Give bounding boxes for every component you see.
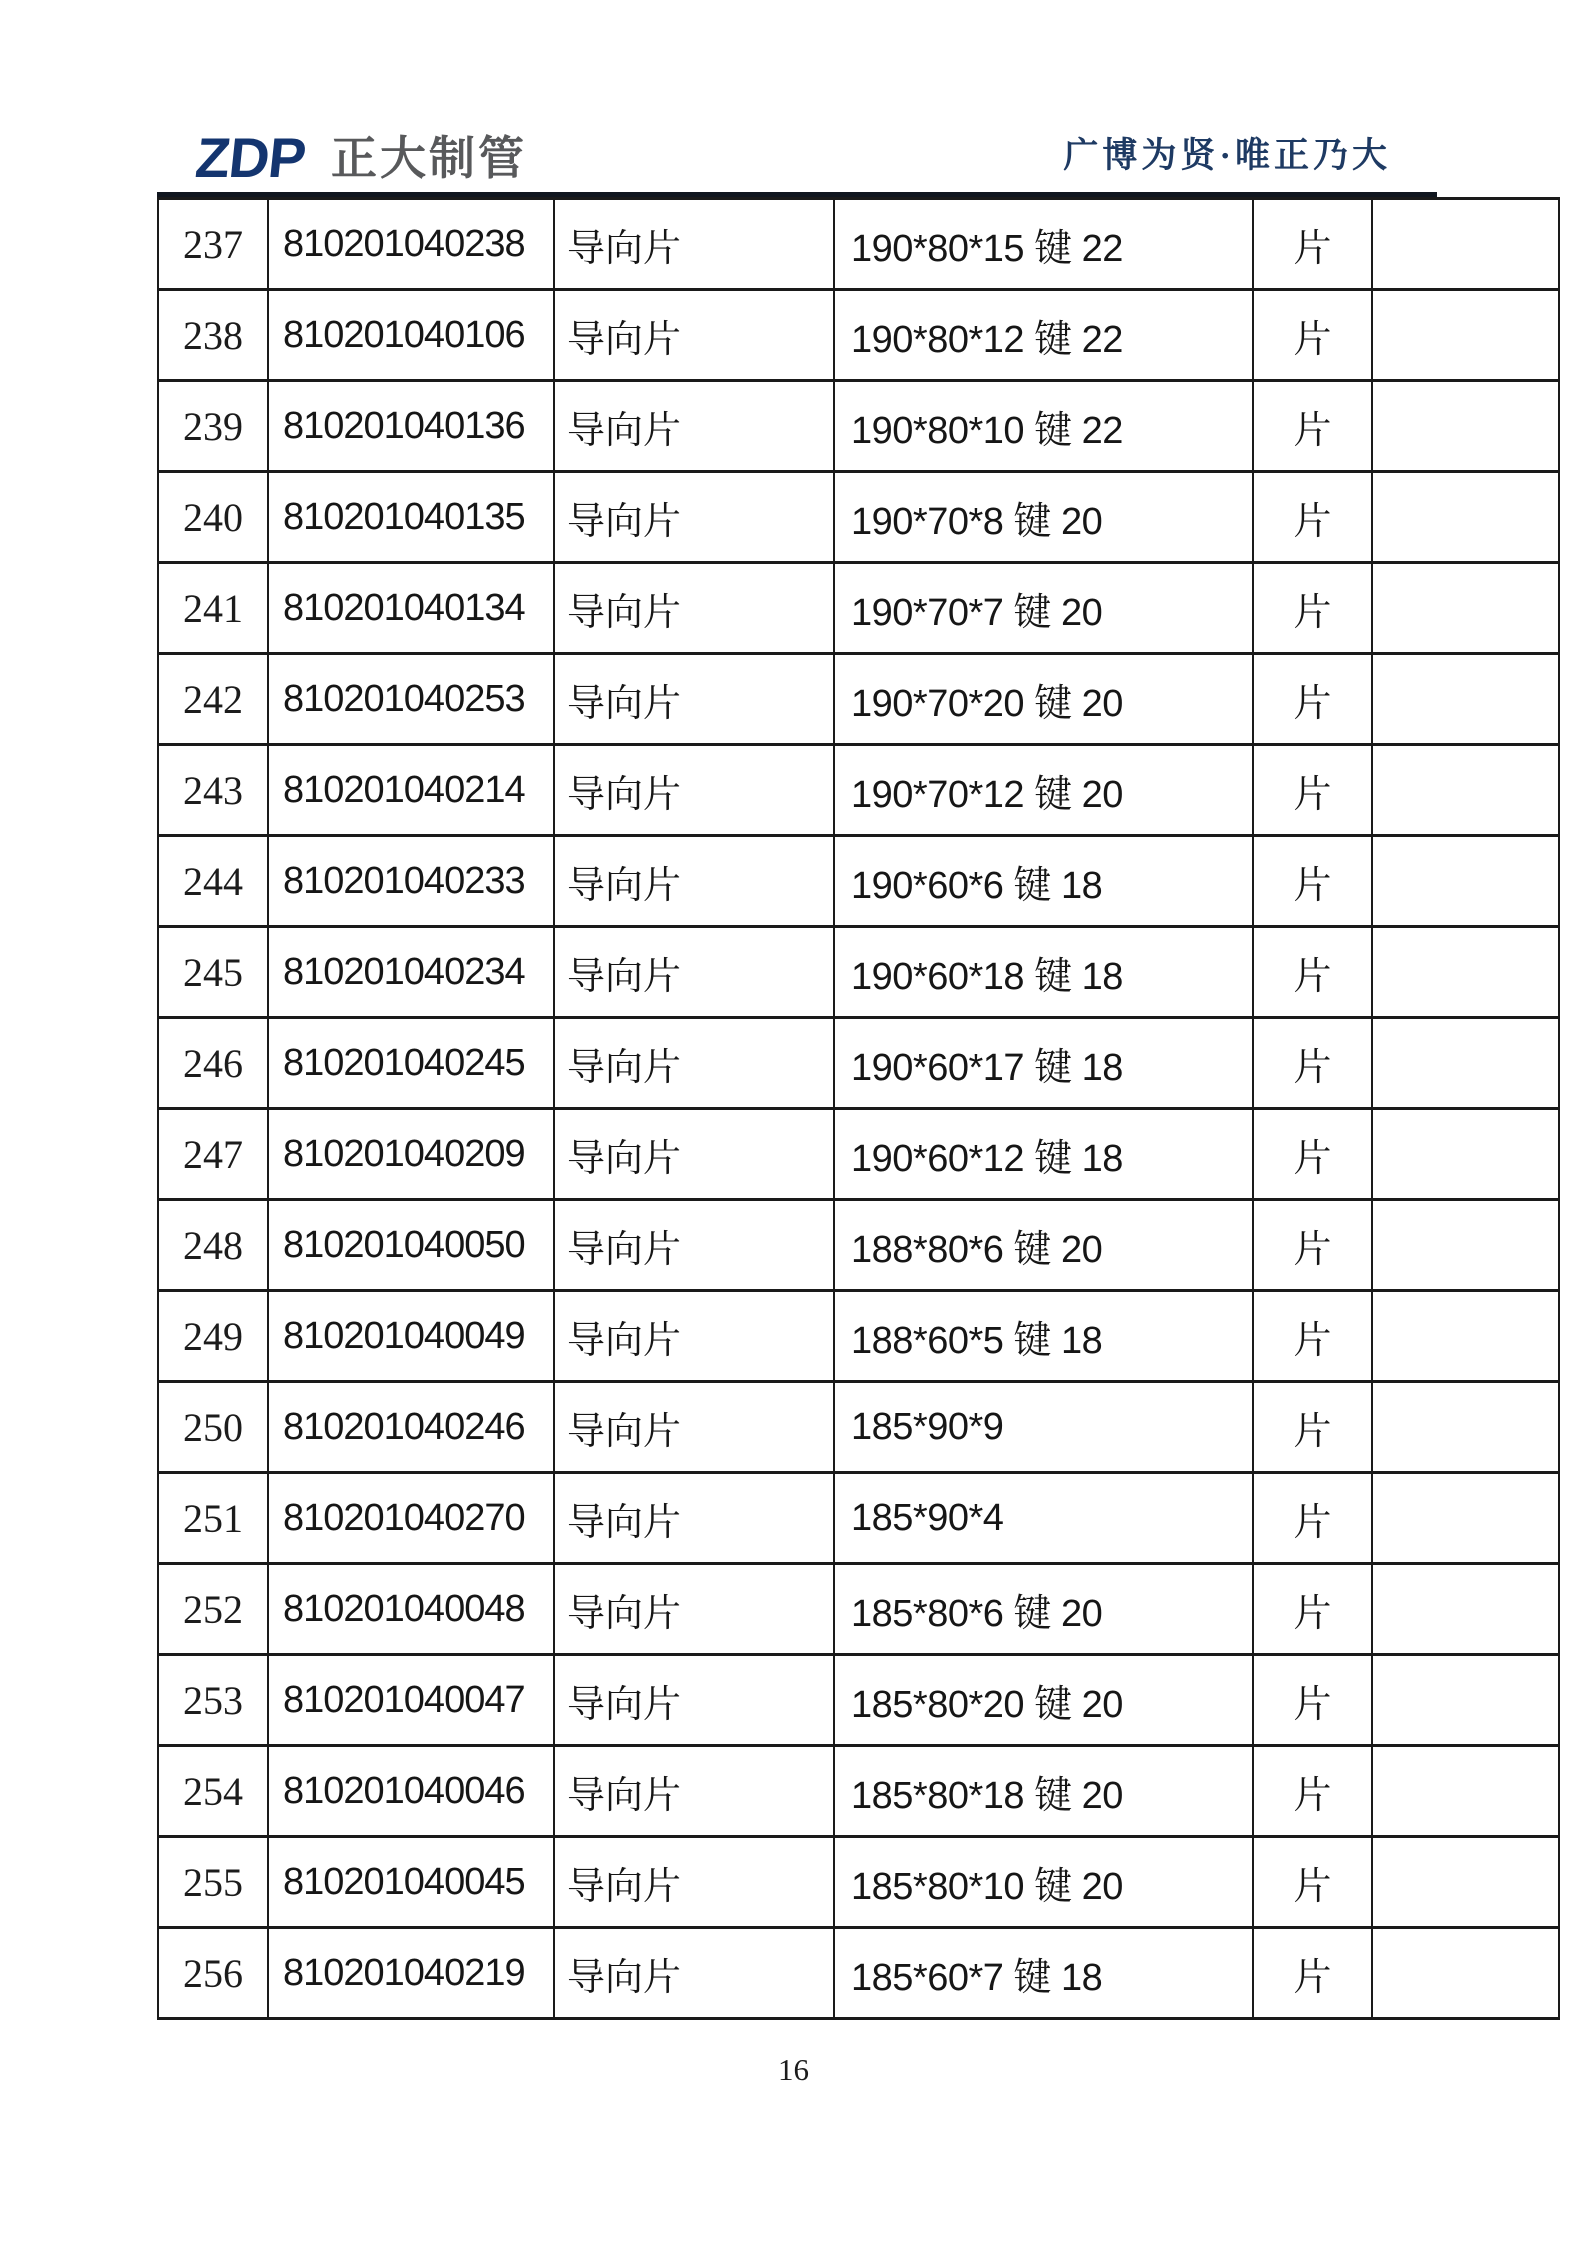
table-row [158,199,1559,290]
item-name-cell: 导向片 [554,1473,834,1564]
item-spec-cell: 190*60*12 键 18 [834,1109,1253,1200]
item-code-cell: 810201040253 [268,654,554,745]
item-unit-cell: 片 [1253,654,1372,745]
row-index-cell: 245 [158,927,268,1018]
item-name-cell: 导向片 [554,927,834,1018]
row-index-cell: 242 [158,654,268,745]
item-name-cell: 导向片 [554,1837,834,1928]
item-unit-cell: 片 [1253,381,1372,472]
item-code-cell: 810201040219 [268,1928,554,2019]
item-code-cell: 810201040233 [268,836,554,927]
item-code-cell: 810201040209 [268,1109,554,1200]
item-note-cell [1372,1382,1559,1473]
item-spec-cell: 190*80*12 键 22 [834,290,1253,381]
item-code-cell: 810201040049 [268,1291,554,1382]
item-name-cell: 导向片 [554,1291,834,1382]
item-unit-cell: 片 [1253,1291,1372,1382]
table-row [158,563,1559,654]
row-index-cell: 255 [158,1837,268,1928]
table-row [158,1473,1559,1564]
item-spec-cell: 185*80*20 键 20 [834,1655,1253,1746]
item-spec-cell: 188*80*6 键 20 [834,1200,1253,1291]
item-spec-cell: 190*60*17 键 18 [834,1018,1253,1109]
company-name-text: 正大制管 [331,132,527,184]
table-row [158,1018,1559,1109]
item-note-cell [1372,472,1559,563]
item-code-cell: 810201040046 [268,1746,554,1837]
item-note-cell [1372,1928,1559,2019]
table-row [158,381,1559,472]
item-name-cell: 导向片 [554,199,834,290]
table-row [158,1200,1559,1291]
item-code-cell: 810201040048 [268,1564,554,1655]
item-unit-cell: 片 [1253,1928,1372,2019]
item-name-cell: 导向片 [554,1018,834,1109]
item-note-cell [1372,290,1559,381]
item-unit-cell: 片 [1253,1564,1372,1655]
row-index-cell: 252 [158,1564,268,1655]
item-spec-cell: 188*60*5 键 18 [834,1291,1253,1382]
item-note-cell [1372,836,1559,927]
item-unit-cell: 片 [1253,1837,1372,1928]
table-row [158,654,1559,745]
item-spec-cell: 190*70*20 键 20 [834,654,1253,745]
item-spec-cell: 190*80*15 键 22 [834,199,1253,290]
table-row [158,836,1559,927]
item-unit-cell: 片 [1253,1109,1372,1200]
item-code-cell: 810201040047 [268,1655,554,1746]
row-index-cell: 244 [158,836,268,927]
parts-table-body [158,199,1559,2019]
item-note-cell [1372,1564,1559,1655]
item-spec-cell: 185*80*18 键 20 [834,1746,1253,1837]
item-note-cell [1372,563,1559,654]
item-name-cell: 导向片 [554,290,834,381]
table-row [158,1109,1559,1200]
row-index-cell: 256 [158,1928,268,2019]
item-name-cell: 导向片 [554,1564,834,1655]
item-unit-cell: 片 [1253,290,1372,381]
item-note-cell [1372,927,1559,1018]
item-unit-cell: 片 [1253,927,1372,1018]
item-unit-cell: 片 [1253,1382,1372,1473]
item-code-cell: 810201040134 [268,563,554,654]
row-index-cell: 246 [158,1018,268,1109]
row-index-cell: 243 [158,745,268,836]
table-row [158,1837,1559,1928]
item-note-cell [1372,1655,1559,1746]
item-code-cell: 810201040106 [268,290,554,381]
zdp-logo-mark: ZDP [192,126,309,189]
item-note-cell [1372,1837,1559,1928]
company-slogan: 广博为贤·唯正乃大 [1063,136,1391,175]
row-index-cell: 239 [158,381,268,472]
item-note-cell [1372,1291,1559,1382]
item-note-cell [1372,1746,1559,1837]
row-index-cell: 241 [158,563,268,654]
row-index-cell: 253 [158,1655,268,1746]
item-code-cell: 810201040135 [268,472,554,563]
item-code-cell: 810201040246 [268,1382,554,1473]
item-unit-cell: 片 [1253,563,1372,654]
item-code-cell: 810201040214 [268,745,554,836]
item-spec-cell: 190*80*10 键 22 [834,381,1253,472]
row-index-cell: 247 [158,1109,268,1200]
item-name-cell: 导向片 [554,1746,834,1837]
table-row [158,472,1559,563]
item-unit-cell: 片 [1253,1200,1372,1291]
item-unit-cell: 片 [1253,1018,1372,1109]
item-name-cell: 导向片 [554,654,834,745]
item-code-cell: 810201040238 [268,199,554,290]
row-index-cell: 238 [158,290,268,381]
table-row [158,1928,1559,2019]
item-code-cell: 810201040270 [268,1473,554,1564]
item-note-cell [1372,1473,1559,1564]
item-name-cell: 导向片 [554,563,834,654]
item-unit-cell: 片 [1253,199,1372,290]
item-name-cell: 导向片 [554,1200,834,1291]
item-note-cell [1372,1200,1559,1291]
row-index-cell: 249 [158,1291,268,1382]
table-row [158,290,1559,381]
item-note-cell [1372,745,1559,836]
item-name-cell: 导向片 [554,1928,834,2019]
company-logo [192,126,527,189]
item-unit-cell: 片 [1253,472,1372,563]
item-spec-cell: 185*60*7 键 18 [834,1928,1253,2019]
page-number: 16 [778,2052,809,2087]
item-spec-cell: 185*90*4 [834,1473,1253,1564]
item-unit-cell: 片 [1253,1473,1372,1564]
table-row [158,1291,1559,1382]
item-spec-cell: 190*60*6 键 18 [834,836,1253,927]
row-index-cell: 240 [158,472,268,563]
item-name-cell: 导向片 [554,472,834,563]
item-code-cell: 810201040245 [268,1018,554,1109]
item-spec-cell: 190*70*8 键 20 [834,472,1253,563]
item-unit-cell: 片 [1253,836,1372,927]
item-note-cell [1372,199,1559,290]
table-row [158,927,1559,1018]
row-index-cell: 251 [158,1473,268,1564]
item-code-cell: 810201040050 [268,1200,554,1291]
item-name-cell: 导向片 [554,745,834,836]
table-row [158,1746,1559,1837]
item-code-cell: 810201040045 [268,1837,554,1928]
item-code-cell: 810201040136 [268,381,554,472]
table-row [158,1564,1559,1655]
item-unit-cell: 片 [1253,1746,1372,1837]
row-index-cell: 237 [158,199,268,290]
item-spec-cell: 190*70*7 键 20 [834,563,1253,654]
item-note-cell [1372,381,1559,472]
row-index-cell: 248 [158,1200,268,1291]
parts-table [157,197,1560,2020]
row-index-cell: 254 [158,1746,268,1837]
item-name-cell: 导向片 [554,1655,834,1746]
item-name-cell: 导向片 [554,1382,834,1473]
item-note-cell [1372,654,1559,745]
item-spec-cell: 185*80*10 键 20 [834,1837,1253,1928]
item-spec-cell: 185*90*9 [834,1382,1253,1473]
item-spec-cell: 185*80*6 键 20 [834,1564,1253,1655]
item-spec-cell: 190*60*18 键 18 [834,927,1253,1018]
item-unit-cell: 片 [1253,1655,1372,1746]
table-row [158,1382,1559,1473]
item-note-cell [1372,1018,1559,1109]
item-spec-cell: 190*70*12 键 20 [834,745,1253,836]
item-name-cell: 导向片 [554,836,834,927]
item-note-cell [1372,1109,1559,1200]
item-name-cell: 导向片 [554,1109,834,1200]
item-unit-cell: 片 [1253,745,1372,836]
row-index-cell: 250 [158,1382,268,1473]
table-row [158,1655,1559,1746]
item-code-cell: 810201040234 [268,927,554,1018]
table-row [158,745,1559,836]
item-name-cell: 导向片 [554,381,834,472]
